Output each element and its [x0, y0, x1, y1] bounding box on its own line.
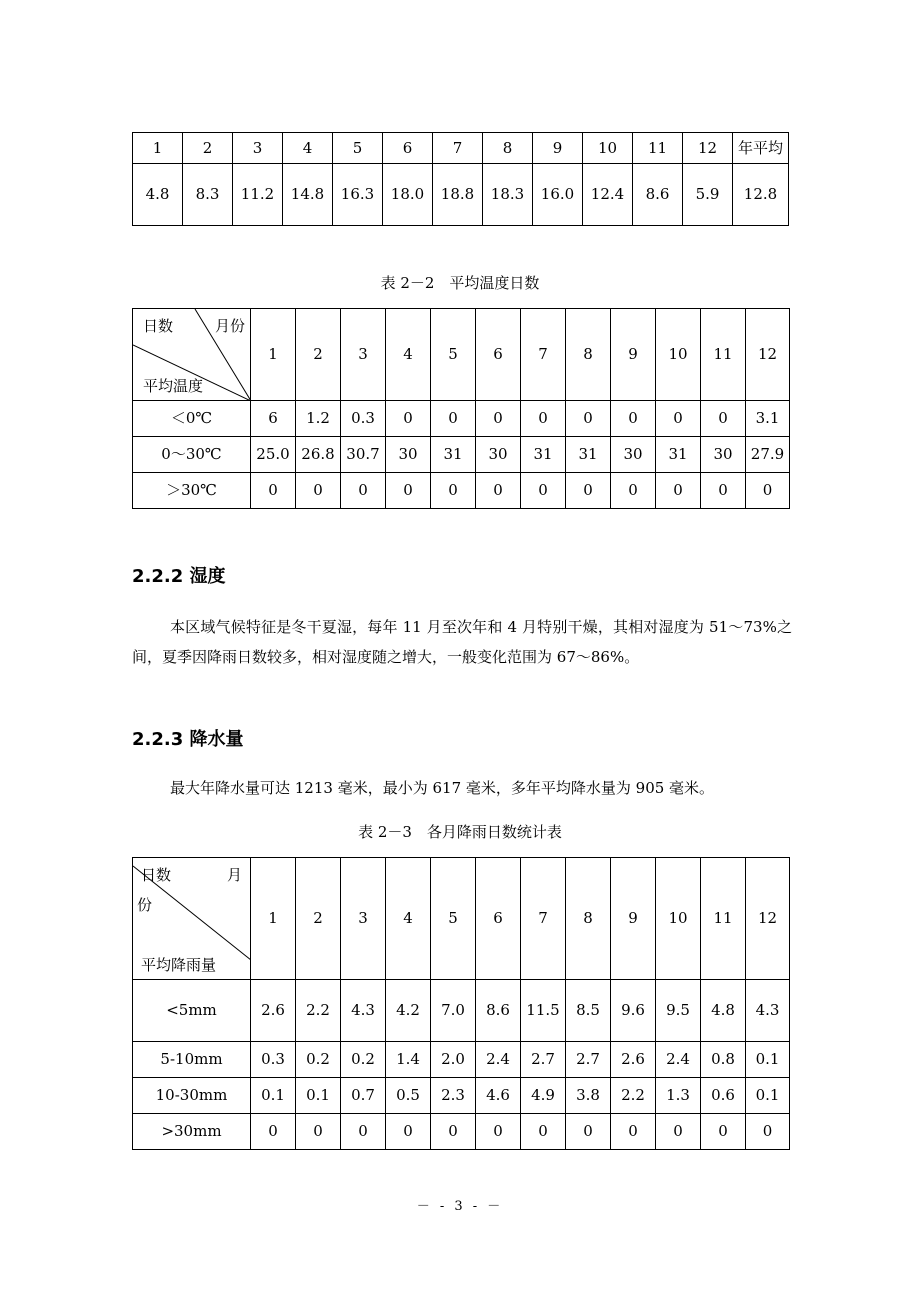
table-cell: 0 — [566, 1114, 611, 1150]
table-cell: 31 — [521, 437, 566, 473]
table-cell: 0.3 — [251, 1042, 296, 1078]
month-header-cell: 7 — [521, 309, 566, 401]
rain-days-table — [132, 857, 790, 1150]
table-cell: 0 — [566, 401, 611, 437]
month-header-cell: 10 — [656, 858, 701, 980]
table-cell: 30 — [611, 437, 656, 473]
table-cell: 0 — [341, 473, 386, 509]
table-cell: 3.8 — [566, 1078, 611, 1114]
table-cell: 8.3 — [183, 164, 233, 226]
table-cell: 12.4 — [583, 164, 633, 226]
table-cell: 6 — [251, 401, 296, 437]
table-cell: 14.8 — [283, 164, 333, 226]
table-row — [133, 980, 790, 1042]
table-cell: 0 — [476, 401, 521, 437]
table-cell: 0 — [251, 1114, 296, 1150]
table-cell: 0 — [701, 1114, 746, 1150]
table-cell: 4.8 — [133, 164, 183, 226]
table-header-cell: 6 — [383, 133, 433, 164]
table-header-cell: 10 — [583, 133, 633, 164]
month-header-cell: 1 — [251, 858, 296, 980]
month-header-cell: 12 — [746, 858, 790, 980]
table-cell: 18.0 — [383, 164, 433, 226]
table-cell: 0 — [431, 1114, 476, 1150]
table-cell: 0 — [386, 1114, 431, 1150]
month-header-cell: 5 — [431, 858, 476, 980]
table-cell: 0 — [656, 401, 701, 437]
table-header-row — [133, 309, 790, 401]
table-cell: 0.5 — [386, 1078, 431, 1114]
row-label: ＜0℃ — [133, 401, 251, 437]
precipitation-paragraph: 最大年降水量可达 1213 毫米，最小为 617 毫米，多年平均降水量为 905 毫米。 — [170, 779, 715, 797]
month-header-cell: 10 — [656, 309, 701, 401]
table-cell: 0.1 — [746, 1042, 790, 1078]
table-caption: 表 2－2 平均温度日数 — [380, 274, 540, 292]
table-cell: 0.2 — [341, 1042, 386, 1078]
table-cell: 2.7 — [566, 1042, 611, 1078]
table-cell: 0 — [476, 473, 521, 509]
table-cell: 30 — [701, 437, 746, 473]
table-cell: 0.7 — [341, 1078, 386, 1114]
table-cell: 11.2 — [233, 164, 283, 226]
month-header-cell: 2 — [296, 858, 341, 980]
table-cell: 11.5 — [521, 980, 566, 1042]
row-label: 5-10mm — [133, 1042, 251, 1078]
table-cell: 0.2 — [296, 1042, 341, 1078]
table-cell: 27.9 — [746, 437, 790, 473]
month-header-cell: 4 — [386, 309, 431, 401]
table-header-cell: 4 — [283, 133, 333, 164]
table-cell: 16.3 — [333, 164, 383, 226]
table-header-cell: 7 — [433, 133, 483, 164]
table-cell: 2.6 — [611, 1042, 656, 1078]
humidity-paragraph: 本区域气候特征是冬干夏湿，每年 11 月至次年和 4 月特别干燥，其相对湿度为 51～73%之间，夏季因降雨日数较多，相对湿度随之增大，一般变化范围为 67～86%。 — [132, 618, 792, 666]
table-cell: 4.9 — [521, 1078, 566, 1114]
table-cell: 31 — [656, 437, 701, 473]
month-header-cell: 2 — [296, 309, 341, 401]
corner-label-days: 日数 — [143, 317, 174, 335]
table-cell: 0 — [611, 473, 656, 509]
month-header-cell: 5 — [431, 309, 476, 401]
table-header-cell: 2 — [183, 133, 233, 164]
month-header-cell: 8 — [566, 858, 611, 980]
table-cell: 30 — [386, 437, 431, 473]
table-cell: 8.5 — [566, 980, 611, 1042]
table-header-row — [133, 858, 790, 980]
corner-label-rainfall: 平均降雨量 — [141, 956, 217, 974]
table-cell: 0 — [386, 401, 431, 437]
table-header-cell: 11 — [633, 133, 683, 164]
table-cell: 1.3 — [656, 1078, 701, 1114]
month-header-cell: 6 — [476, 309, 521, 401]
table-cell: 2.4 — [656, 1042, 701, 1078]
table-cell: 16.0 — [533, 164, 583, 226]
table-cell: 0 — [521, 401, 566, 437]
table-cell: 30.7 — [341, 437, 386, 473]
month-header-cell: 3 — [341, 858, 386, 980]
month-header-cell: 8 — [566, 309, 611, 401]
table-cell: 9.5 — [656, 980, 701, 1042]
table-cell: 4.8 — [701, 980, 746, 1042]
table-cell: 0.8 — [701, 1042, 746, 1078]
table-header-cell: 年平均 — [733, 133, 789, 164]
temperature-days-table — [132, 308, 790, 509]
table-cell: 2.0 — [431, 1042, 476, 1078]
table-row — [133, 1078, 790, 1114]
table-header-cell: 9 — [533, 133, 583, 164]
section-heading-humidity: 2.2.2 湿度 — [132, 566, 226, 587]
table-header-cell: 1 — [133, 133, 183, 164]
table-cell: 9.6 — [611, 980, 656, 1042]
table-cell: 0 — [656, 473, 701, 509]
month-header-cell: 1 — [251, 309, 296, 401]
table-cell: 0.3 — [341, 401, 386, 437]
table-cell: 4.6 — [476, 1078, 521, 1114]
corner-label-days: 日数 — [141, 866, 172, 884]
section-heading-precipitation: 2.2.3 降水量 — [132, 729, 244, 750]
table-caption: 表 2－3 各月降雨日数统计表 — [358, 823, 562, 841]
table-cell: 0 — [656, 1114, 701, 1150]
table-cell: 0 — [251, 473, 296, 509]
table-cell: 2.6 — [251, 980, 296, 1042]
table-cell: 5.9 — [683, 164, 733, 226]
row-label: 0～30℃ — [133, 437, 251, 473]
table-cell: 0 — [701, 473, 746, 509]
table-cell: 0 — [341, 1114, 386, 1150]
corner-label-temperature: 平均温度 — [143, 377, 204, 395]
table-header-cell: 12 — [683, 133, 733, 164]
table-cell: 0.6 — [701, 1078, 746, 1114]
table-cell: 12.8 — [733, 164, 789, 226]
table-cell: 7.0 — [431, 980, 476, 1042]
month-header-cell: 9 — [611, 309, 656, 401]
table-cell: 31 — [431, 437, 476, 473]
table-cell: 0 — [746, 473, 790, 509]
table-row — [133, 1042, 790, 1078]
table-row — [133, 1114, 790, 1150]
annual-temperature-table — [132, 132, 789, 226]
table-cell: 0.1 — [746, 1078, 790, 1114]
table-cell: 30 — [476, 437, 521, 473]
table-cell: 0 — [296, 1114, 341, 1150]
table-cell: 0 — [296, 473, 341, 509]
table-header-row — [133, 133, 789, 164]
table-cell: 0 — [701, 401, 746, 437]
table-cell: 25.0 — [251, 437, 296, 473]
corner-label-month-continued: 份 — [137, 896, 153, 914]
table-header-cell: 3 — [233, 133, 283, 164]
page-number: － - 3 - － — [416, 1199, 504, 1214]
table-row — [133, 473, 790, 509]
table-cell: 31 — [566, 437, 611, 473]
diagonal-header-cell — [133, 858, 251, 980]
row-label: 10-30mm — [133, 1078, 251, 1114]
table-cell: 0.1 — [296, 1078, 341, 1114]
table-cell: 2.7 — [521, 1042, 566, 1078]
table-row — [133, 401, 790, 437]
row-label: <5mm — [133, 980, 251, 1042]
table-row — [133, 164, 789, 226]
table-cell: 0 — [386, 473, 431, 509]
month-header-cell: 6 — [476, 858, 521, 980]
table-cell: 1.2 — [296, 401, 341, 437]
table-cell: 0 — [521, 1114, 566, 1150]
table-cell: 2.4 — [476, 1042, 521, 1078]
table-cell: 2.2 — [296, 980, 341, 1042]
table-cell: 0 — [746, 1114, 790, 1150]
table-cell: 0 — [611, 1114, 656, 1150]
table-cell: 2.2 — [611, 1078, 656, 1114]
table-cell: 1.4 — [386, 1042, 431, 1078]
table-cell: 0 — [611, 401, 656, 437]
table-cell: 18.3 — [483, 164, 533, 226]
table-cell: 8.6 — [633, 164, 683, 226]
row-label: ＞30℃ — [133, 473, 251, 509]
table-cell: 8.6 — [476, 980, 521, 1042]
table-cell: 0 — [566, 473, 611, 509]
month-header-cell: 3 — [341, 309, 386, 401]
table-row — [133, 437, 790, 473]
month-header-cell: 11 — [701, 858, 746, 980]
table-cell: 4.2 — [386, 980, 431, 1042]
row-label: >30mm — [133, 1114, 251, 1150]
table-cell: 26.8 — [296, 437, 341, 473]
month-header-cell: 4 — [386, 858, 431, 980]
table-cell: 0.1 — [251, 1078, 296, 1114]
table-header-cell: 5 — [333, 133, 383, 164]
table-cell: 4.3 — [341, 980, 386, 1042]
table-cell: 0 — [431, 473, 476, 509]
table-cell: 4.3 — [746, 980, 790, 1042]
table-cell: 3.1 — [746, 401, 790, 437]
diagonal-header-cell — [133, 309, 251, 401]
month-header-cell: 9 — [611, 858, 656, 980]
table-cell: 0 — [476, 1114, 521, 1150]
corner-label-month: 月 — [227, 866, 243, 884]
table-header-cell: 8 — [483, 133, 533, 164]
table-cell: 2.3 — [431, 1078, 476, 1114]
table-cell: 18.8 — [433, 164, 483, 226]
month-header-cell: 12 — [746, 309, 790, 401]
table-cell: 0 — [431, 401, 476, 437]
table-cell: 0 — [521, 473, 566, 509]
month-header-cell: 11 — [701, 309, 746, 401]
corner-label-month: 月份 — [215, 317, 246, 335]
month-header-cell: 7 — [521, 858, 566, 980]
